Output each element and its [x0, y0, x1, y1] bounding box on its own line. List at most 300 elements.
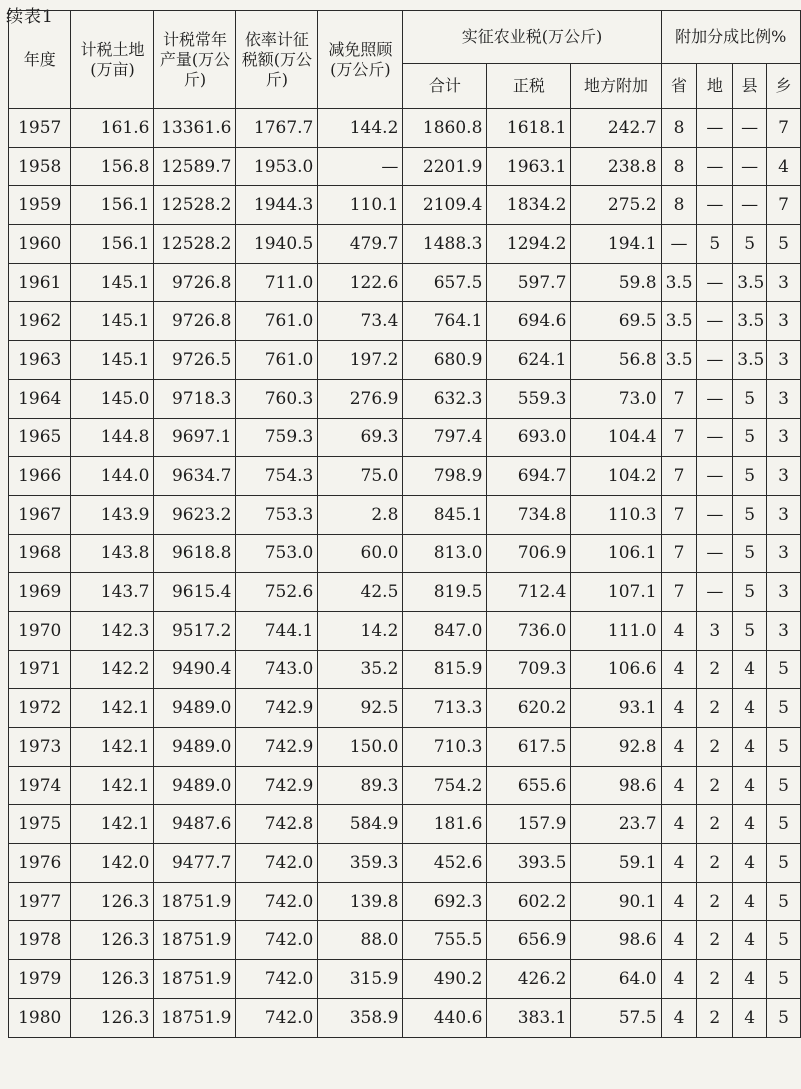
agricultural-tax-table: [8, 10, 801, 1038]
cell-ratio-county: 4: [733, 844, 767, 883]
cell-relief: 150.0: [318, 728, 403, 767]
cell-ratio-prefecture: —: [697, 573, 733, 612]
cell-ratio-prefecture: —: [697, 457, 733, 496]
cell-year: 1967: [9, 495, 71, 534]
cell-ratio-county: 4: [733, 805, 767, 844]
cell-actual-total: 764.1: [403, 302, 487, 341]
cell-actual-total: 632.3: [403, 379, 487, 418]
cell-actual-local: 104.2: [571, 457, 661, 496]
table-row: [9, 109, 801, 148]
cell-yield: 12528.2: [154, 186, 236, 225]
cell-ratio-province: 4: [661, 805, 697, 844]
cell-ratio-township: 5: [767, 728, 801, 767]
cell-actual-total: 713.3: [403, 689, 487, 728]
header-actual-main: 正税: [487, 64, 571, 109]
cell-ratio-township: 3: [767, 495, 801, 534]
cell-ratio-prefecture: —: [697, 186, 733, 225]
cell-ratio-province: 4: [661, 844, 697, 883]
table-row: [9, 882, 801, 921]
cell-land: 143.9: [71, 495, 154, 534]
cell-relief: 315.9: [318, 960, 403, 999]
cell-yield: 9726.5: [154, 341, 236, 380]
cell-yield: 9623.2: [154, 495, 236, 534]
cell-ratio-prefecture: 3: [697, 611, 733, 650]
cell-land: 144.8: [71, 418, 154, 457]
cell-year: 1957: [9, 109, 71, 148]
cell-relief: 88.0: [318, 921, 403, 960]
cell-ratio-county: —: [733, 109, 767, 148]
cell-ratio-prefecture: —: [697, 147, 733, 186]
table-row: [9, 534, 801, 573]
cell-ratio-prefecture: —: [697, 534, 733, 573]
cell-actual-main: 655.6: [487, 766, 571, 805]
header-actual-total: 合计: [403, 64, 487, 109]
table-row: [9, 302, 801, 341]
cell-ratio-province: 3.5: [661, 302, 697, 341]
cell-yield: 9726.8: [154, 302, 236, 341]
cell-year: 1969: [9, 573, 71, 612]
cell-year: 1972: [9, 689, 71, 728]
cell-levy: 759.3: [236, 418, 318, 457]
cell-actual-main: 693.0: [487, 418, 571, 457]
cell-relief: 89.3: [318, 766, 403, 805]
cell-relief: 144.2: [318, 109, 403, 148]
cell-yield: 9489.0: [154, 766, 236, 805]
cell-actual-local: 238.8: [571, 147, 661, 186]
cell-actual-local: 98.6: [571, 766, 661, 805]
cell-levy: 711.0: [236, 263, 318, 302]
cell-ratio-county: 5: [733, 534, 767, 573]
cell-ratio-county: 4: [733, 689, 767, 728]
cell-yield: 18751.9: [154, 882, 236, 921]
cell-land: 143.7: [71, 573, 154, 612]
cell-ratio-prefecture: 2: [697, 766, 733, 805]
table-row: [9, 263, 801, 302]
cell-ratio-county: 4: [733, 998, 767, 1037]
cell-ratio-province: 4: [661, 921, 697, 960]
header-year: 年度: [9, 11, 71, 109]
cell-actual-total: 710.3: [403, 728, 487, 767]
cell-year: 1964: [9, 379, 71, 418]
cell-actual-local: 56.8: [571, 341, 661, 380]
cell-ratio-county: —: [733, 186, 767, 225]
cell-land: 126.3: [71, 960, 154, 999]
cell-land: 156.8: [71, 147, 154, 186]
table-row: [9, 573, 801, 612]
cell-relief: 584.9: [318, 805, 403, 844]
cell-levy: 1940.5: [236, 225, 318, 264]
table-row: [9, 186, 801, 225]
cell-actual-main: 1294.2: [487, 225, 571, 264]
cell-ratio-prefecture: 2: [697, 689, 733, 728]
cell-ratio-township: 7: [767, 186, 801, 225]
cell-ratio-province: 7: [661, 573, 697, 612]
cell-ratio-county: 3.5: [733, 302, 767, 341]
cell-land: 142.3: [71, 611, 154, 650]
cell-ratio-township: 7: [767, 109, 801, 148]
cell-land: 126.3: [71, 882, 154, 921]
cell-ratio-province: 3.5: [661, 341, 697, 380]
cell-levy: 742.0: [236, 882, 318, 921]
cell-actual-main: 694.7: [487, 457, 571, 496]
cell-yield: 9618.8: [154, 534, 236, 573]
header-rate-levy: 依率计征税额(万公斤): [236, 11, 318, 109]
cell-ratio-province: 4: [661, 998, 697, 1037]
cell-actual-total: 2201.9: [403, 147, 487, 186]
cell-yield: 9718.3: [154, 379, 236, 418]
cell-actual-main: 712.4: [487, 573, 571, 612]
cell-year: 1980: [9, 998, 71, 1037]
cell-levy: 742.8: [236, 805, 318, 844]
cell-actual-main: 624.1: [487, 341, 571, 380]
cell-ratio-county: 4: [733, 766, 767, 805]
cell-yield: 13361.6: [154, 109, 236, 148]
cell-year: 1975: [9, 805, 71, 844]
cell-actual-total: 815.9: [403, 650, 487, 689]
cell-land: 156.1: [71, 225, 154, 264]
cell-ratio-province: 7: [661, 418, 697, 457]
cell-relief: 197.2: [318, 341, 403, 380]
cell-levy: 760.3: [236, 379, 318, 418]
cell-ratio-township: 5: [767, 689, 801, 728]
cell-actual-local: 69.5: [571, 302, 661, 341]
cell-actual-local: 275.2: [571, 186, 661, 225]
cell-ratio-township: 3: [767, 341, 801, 380]
cell-ratio-prefecture: 2: [697, 650, 733, 689]
cell-land: 142.1: [71, 689, 154, 728]
header-ratio-prefecture: 地: [697, 64, 733, 109]
cell-ratio-county: 3.5: [733, 341, 767, 380]
cell-ratio-prefecture: —: [697, 109, 733, 148]
cell-relief: 73.4: [318, 302, 403, 341]
cell-actual-total: 847.0: [403, 611, 487, 650]
table-row: [9, 611, 801, 650]
cell-ratio-province: 4: [661, 882, 697, 921]
cell-ratio-county: 5: [733, 225, 767, 264]
cell-ratio-county: 4: [733, 728, 767, 767]
cell-ratio-prefecture: 5: [697, 225, 733, 264]
cell-ratio-prefecture: —: [697, 263, 733, 302]
cell-year: 1961: [9, 263, 71, 302]
cell-ratio-province: 7: [661, 534, 697, 573]
cell-land: 156.1: [71, 186, 154, 225]
cell-actual-main: 620.2: [487, 689, 571, 728]
cell-yield: 12528.2: [154, 225, 236, 264]
cell-relief: 276.9: [318, 379, 403, 418]
header-relief: 减免照顾(万公斤): [318, 11, 403, 109]
cell-actual-local: 64.0: [571, 960, 661, 999]
cell-ratio-township: 5: [767, 805, 801, 844]
cell-actual-total: 819.5: [403, 573, 487, 612]
cell-levy: 753.0: [236, 534, 318, 573]
table-row: [9, 457, 801, 496]
cell-actual-total: 680.9: [403, 341, 487, 380]
cell-actual-local: 90.1: [571, 882, 661, 921]
cell-actual-local: 23.7: [571, 805, 661, 844]
cell-ratio-province: 7: [661, 379, 697, 418]
header-taxable-land: 计税土地(万亩): [71, 11, 154, 109]
cell-actual-total: 845.1: [403, 495, 487, 534]
cell-ratio-province: 4: [661, 689, 697, 728]
cell-actual-local: 59.8: [571, 263, 661, 302]
cell-ratio-township: 3: [767, 573, 801, 612]
cell-ratio-province: 8: [661, 109, 697, 148]
cell-ratio-county: 4: [733, 650, 767, 689]
cell-year: 1966: [9, 457, 71, 496]
table-row: [9, 844, 801, 883]
cell-ratio-prefecture: 2: [697, 844, 733, 883]
cell-land: 126.3: [71, 921, 154, 960]
cell-ratio-prefecture: —: [697, 495, 733, 534]
cell-actual-main: 709.3: [487, 650, 571, 689]
table-row: [9, 379, 801, 418]
table-row: [9, 225, 801, 264]
cell-yield: 9489.0: [154, 728, 236, 767]
cell-relief: 122.6: [318, 263, 403, 302]
cell-ratio-township: 3: [767, 418, 801, 457]
cell-actual-main: 734.8: [487, 495, 571, 534]
cell-actual-total: 452.6: [403, 844, 487, 883]
cell-levy: 742.0: [236, 998, 318, 1037]
cell-yield: 9490.4: [154, 650, 236, 689]
cell-actual-local: 106.1: [571, 534, 661, 573]
cell-ratio-county: 3.5: [733, 263, 767, 302]
cell-ratio-township: 4: [767, 147, 801, 186]
cell-relief: —: [318, 147, 403, 186]
cell-year: 1979: [9, 960, 71, 999]
cell-year: 1965: [9, 418, 71, 457]
cell-ratio-prefecture: 2: [697, 998, 733, 1037]
cell-relief: 60.0: [318, 534, 403, 573]
cell-year: 1976: [9, 844, 71, 883]
cell-land: 142.1: [71, 805, 154, 844]
cell-ratio-county: 5: [733, 457, 767, 496]
cell-ratio-township: 5: [767, 921, 801, 960]
cell-actual-local: 92.8: [571, 728, 661, 767]
cell-ratio-county: —: [733, 147, 767, 186]
cell-land: 144.0: [71, 457, 154, 496]
cell-levy: 742.9: [236, 728, 318, 767]
cell-yield: 9697.1: [154, 418, 236, 457]
cell-ratio-prefecture: 2: [697, 882, 733, 921]
cell-actual-total: 657.5: [403, 263, 487, 302]
cell-levy: 1953.0: [236, 147, 318, 186]
cell-actual-local: 107.1: [571, 573, 661, 612]
cell-ratio-province: 4: [661, 960, 697, 999]
cell-levy: 742.0: [236, 960, 318, 999]
cell-ratio-province: 7: [661, 495, 697, 534]
cell-actual-main: 426.2: [487, 960, 571, 999]
cell-ratio-province: 7: [661, 457, 697, 496]
table-row: [9, 341, 801, 380]
cell-ratio-township: 5: [767, 766, 801, 805]
cell-yield: 9477.7: [154, 844, 236, 883]
cell-ratio-township: 3: [767, 534, 801, 573]
cell-yield: 9517.2: [154, 611, 236, 650]
cell-ratio-prefecture: —: [697, 379, 733, 418]
cell-year: 1960: [9, 225, 71, 264]
cell-ratio-township: 5: [767, 960, 801, 999]
cell-ratio-county: 5: [733, 611, 767, 650]
cell-actual-main: 559.3: [487, 379, 571, 418]
cell-actual-total: 692.3: [403, 882, 487, 921]
cell-year: 1959: [9, 186, 71, 225]
cell-ratio-township: 5: [767, 225, 801, 264]
cell-actual-total: 2109.4: [403, 186, 487, 225]
cell-year: 1971: [9, 650, 71, 689]
cell-ratio-township: 5: [767, 844, 801, 883]
cell-ratio-province: 3.5: [661, 263, 697, 302]
cell-year: 1974: [9, 766, 71, 805]
cell-ratio-prefecture: 2: [697, 805, 733, 844]
cell-ratio-province: 4: [661, 611, 697, 650]
table-caption: 续表1: [6, 7, 54, 27]
cell-land: 142.1: [71, 728, 154, 767]
cell-year: 1962: [9, 302, 71, 341]
cell-actual-local: 242.7: [571, 109, 661, 148]
cell-ratio-township: 5: [767, 998, 801, 1037]
cell-ratio-township: 5: [767, 650, 801, 689]
cell-land: 145.0: [71, 379, 154, 418]
header-ratio-township: 乡: [767, 64, 801, 109]
table-row: [9, 921, 801, 960]
cell-land: 145.1: [71, 341, 154, 380]
cell-relief: 359.3: [318, 844, 403, 883]
cell-levy: 1767.7: [236, 109, 318, 148]
cell-levy: 742.0: [236, 921, 318, 960]
cell-actual-total: 754.2: [403, 766, 487, 805]
cell-year: 1963: [9, 341, 71, 380]
cell-land: 143.8: [71, 534, 154, 573]
cell-ratio-prefecture: —: [697, 418, 733, 457]
cell-ratio-township: 3: [767, 379, 801, 418]
cell-yield: 12589.7: [154, 147, 236, 186]
table-row: [9, 689, 801, 728]
table-row: [9, 418, 801, 457]
cell-actual-local: 110.3: [571, 495, 661, 534]
cell-ratio-province: 4: [661, 766, 697, 805]
cell-year: 1973: [9, 728, 71, 767]
table-row: [9, 766, 801, 805]
cell-year: 1958: [9, 147, 71, 186]
table-row: [9, 805, 801, 844]
cell-levy: 752.6: [236, 573, 318, 612]
cell-ratio-province: 8: [661, 147, 697, 186]
cell-year: 1977: [9, 882, 71, 921]
cell-yield: 9615.4: [154, 573, 236, 612]
cell-ratio-township: 5: [767, 882, 801, 921]
cell-actual-main: 383.1: [487, 998, 571, 1037]
cell-ratio-province: 4: [661, 650, 697, 689]
cell-relief: 479.7: [318, 225, 403, 264]
cell-relief: 139.8: [318, 882, 403, 921]
cell-land: 142.2: [71, 650, 154, 689]
cell-ratio-township: 3: [767, 263, 801, 302]
table-row: [9, 495, 801, 534]
cell-relief: 14.2: [318, 611, 403, 650]
cell-ratio-county: 5: [733, 573, 767, 612]
cell-yield: 18751.9: [154, 921, 236, 960]
cell-ratio-prefecture: —: [697, 341, 733, 380]
cell-actual-main: 1963.1: [487, 147, 571, 186]
cell-ratio-township: 3: [767, 302, 801, 341]
cell-ratio-county: 5: [733, 418, 767, 457]
cell-yield: 9487.6: [154, 805, 236, 844]
cell-ratio-province: 4: [661, 728, 697, 767]
cell-relief: 35.2: [318, 650, 403, 689]
cell-levy: 761.0: [236, 302, 318, 341]
cell-ratio-province: —: [661, 225, 697, 264]
cell-actual-main: 1834.2: [487, 186, 571, 225]
cell-yield: 18751.9: [154, 960, 236, 999]
cell-actual-local: 111.0: [571, 611, 661, 650]
cell-relief: 75.0: [318, 457, 403, 496]
cell-actual-main: 393.5: [487, 844, 571, 883]
cell-relief: 358.9: [318, 998, 403, 1037]
cell-actual-main: 694.6: [487, 302, 571, 341]
cell-ratio-county: 4: [733, 960, 767, 999]
cell-actual-total: 1488.3: [403, 225, 487, 264]
cell-actual-main: 1618.1: [487, 109, 571, 148]
cell-year: 1970: [9, 611, 71, 650]
cell-relief: 92.5: [318, 689, 403, 728]
cell-actual-local: 57.5: [571, 998, 661, 1037]
cell-actual-local: 59.1: [571, 844, 661, 883]
cell-levy: 743.0: [236, 650, 318, 689]
cell-levy: 744.1: [236, 611, 318, 650]
cell-actual-local: 98.6: [571, 921, 661, 960]
cell-levy: 761.0: [236, 341, 318, 380]
cell-levy: 754.3: [236, 457, 318, 496]
cell-land: 145.1: [71, 302, 154, 341]
cell-ratio-county: 5: [733, 495, 767, 534]
cell-ratio-county: 4: [733, 882, 767, 921]
header-ratio-province: 省: [661, 64, 697, 109]
cell-ratio-county: 4: [733, 921, 767, 960]
cell-levy: 753.3: [236, 495, 318, 534]
cell-ratio-township: 3: [767, 457, 801, 496]
header-normal-yield: 计税常年产量(万公斤): [154, 11, 236, 109]
cell-relief: 42.5: [318, 573, 403, 612]
cell-year: 1978: [9, 921, 71, 960]
cell-relief: 2.8: [318, 495, 403, 534]
cell-actual-main: 602.2: [487, 882, 571, 921]
cell-levy: 742.0: [236, 844, 318, 883]
cell-relief: 110.1: [318, 186, 403, 225]
cell-actual-local: 73.0: [571, 379, 661, 418]
table-row: [9, 728, 801, 767]
table-body: [9, 109, 801, 1038]
table-row: [9, 650, 801, 689]
cell-actual-total: 440.6: [403, 998, 487, 1037]
cell-year: 1968: [9, 534, 71, 573]
cell-actual-main: 736.0: [487, 611, 571, 650]
cell-ratio-prefecture: 2: [697, 960, 733, 999]
table-row: [9, 960, 801, 999]
cell-land: 161.6: [71, 109, 154, 148]
cell-yield: 9634.7: [154, 457, 236, 496]
cell-ratio-county: 5: [733, 379, 767, 418]
header-actual-local: 地方附加: [571, 64, 661, 109]
header-ratio-group: 附加分成比例%: [661, 11, 800, 64]
cell-ratio-prefecture: 2: [697, 728, 733, 767]
table-row: [9, 147, 801, 186]
header-ratio-county: 县: [733, 64, 767, 109]
cell-actual-local: 93.1: [571, 689, 661, 728]
cell-land: 142.0: [71, 844, 154, 883]
cell-actual-local: 104.4: [571, 418, 661, 457]
cell-actual-main: 597.7: [487, 263, 571, 302]
